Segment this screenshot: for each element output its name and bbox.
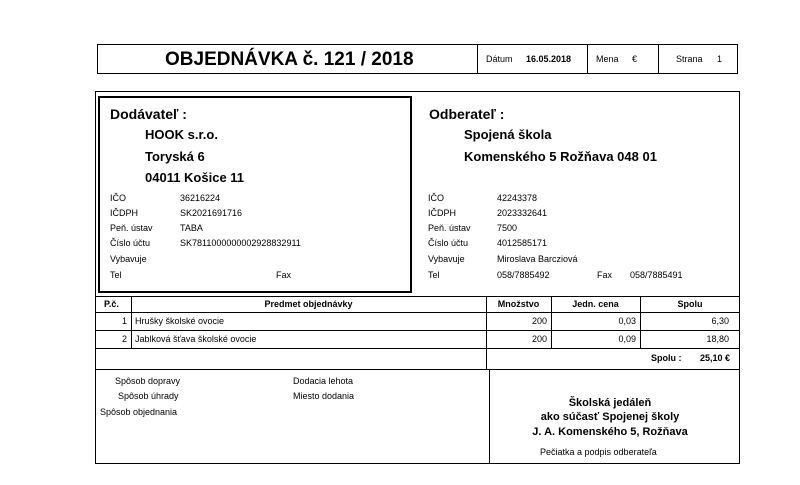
customer-contact-value: Miroslava Barcziová [497,254,578,264]
stamp-line-3: J. A. Komenského 5, Rožňava [532,426,688,438]
customer-ico-label: IČO [428,193,445,203]
supplier-fax-label: Fax [276,270,292,280]
row-2-qty: 200 [531,334,547,344]
customer-account-value: 4012585171 [497,238,548,248]
date-label: Dátum [486,54,513,64]
col-header-qty: Množstvo [497,299,540,309]
stamp-line-2: ako súčasť Spojenej školy [540,411,680,423]
currency-value: € [632,54,638,64]
customer-tel-value: 058/7885492 [497,270,550,280]
supplier-name: HOOK s.r.o. [145,127,218,142]
row-1-item: Hrušky školské ovocie [135,316,225,326]
col-header-num: P.č. [104,299,119,309]
transport-label: Spôsob dopravy [115,376,181,386]
delivery-place-label: Miesto dodania [293,391,355,401]
ordering-label: Spôsob objednania [100,407,178,417]
row-2-item: Jablková šťava školské ovocie [135,334,257,344]
customer-heading: Odberateľ : [429,106,505,122]
col-header-total: Spolu [677,299,703,309]
supplier-icdph-label: IČDPH [110,208,139,218]
customer-name: Spojená škola [464,127,552,142]
supplier-contact-label: Vybavuje [110,254,147,264]
stamp-line-1: Školská jedáleň [568,397,652,409]
customer-icdph-label: IČDPH [428,208,457,218]
customer-icdph-value: 2023332641 [497,208,548,218]
delivery-term-label: Dodacia lehota [293,376,354,386]
row-2-total: 18,80 [706,334,729,344]
row-1-price: 0,03 [618,316,636,326]
customer-fax-value: 058/7885491 [630,270,683,280]
currency-label: Mena [596,54,619,64]
row-1-total: 6,30 [711,316,729,326]
supplier-city: 04011 Košice 11 [145,170,245,185]
customer-tel-label: Tel [428,270,440,280]
row-1-num: 1 [121,316,127,326]
supplier-icdph-value: SK2021691716 [180,208,243,218]
supplier-account-value: SK7811000000002928832911 [180,238,301,248]
row-1-qty: 200 [531,316,547,326]
page-label: Strana [676,54,703,64]
supplier-tel-label: Tel [110,270,122,280]
col-header-price: Jedn. cena [572,299,619,309]
col-header-item: Predmet objednávky [264,299,353,309]
row-2-num: 2 [121,334,127,344]
sum-label: Spolu : [651,353,682,363]
customer-bank-label: Peň. ústav [428,223,471,233]
supplier-account-label: Číslo účtu [110,238,151,248]
customer-bank-value: 7500 [497,223,518,233]
supplier-ico-label: IČO [110,193,127,203]
customer-account-label: Číslo účtu [428,238,469,248]
sum-value: 25,10 € [699,353,730,363]
supplier-street: Toryská 6 [145,149,205,164]
customer-ico-value: 42243378 [497,193,538,203]
supplier-bank-label: Peň. ústav [110,223,153,233]
page-value: 1 [717,54,723,64]
supplier-heading: Dodávateľ : [110,106,187,122]
supplier-ico-value: 36216224 [180,193,221,203]
order-title: OBJEDNÁVKA č. 121 / 2018 [165,49,414,70]
customer-fax-label: Fax [597,270,613,280]
customer-contact-label: Vybavuje [428,254,465,264]
date-value: 16.05.2018 [526,54,572,64]
customer-address: Komenského 5 Rožňava 048 01 [464,149,657,164]
signature-label: Pečiatka a podpis odberateľa [540,447,657,457]
row-2-price: 0,09 [618,334,636,344]
payment-label: Spôsob úhrady [118,391,179,401]
supplier-bank-value: TABA [180,223,203,233]
